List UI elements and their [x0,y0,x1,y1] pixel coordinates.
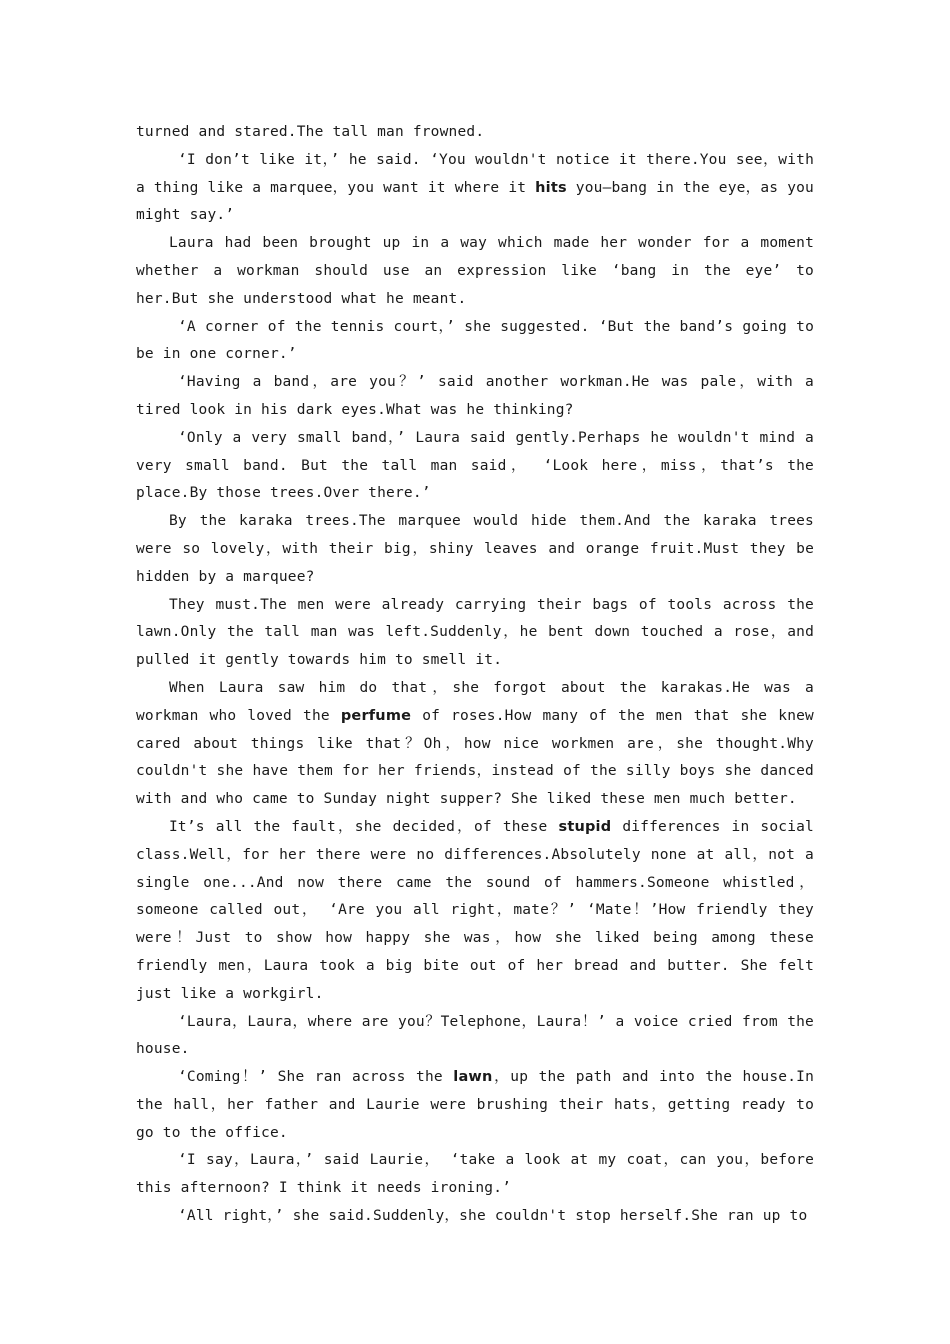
paragraph [136,230,814,313]
text-segment: differences in social class.Well，for her there were no differences.Absolutely none at all，not a single one...And now there came the sound of hammers.Someone whistled，someone called out， ‘Are you all right，mate？’ ‘Mate！’How friendly they were！Just to show how happy she was，how she liked being among these friendly men，Laura took a big bite out of her bread and butter. She felt just like a workgirl. [136,818,814,1002]
text-segment: When Laura saw him do that，she forgot about the karakas.He was a workman who loved the [136,679,814,724]
text-segment: ‘Coming！’ She ran across the [178,1069,454,1086]
paragraph [136,1009,814,1065]
highlighted-word: hits [535,179,567,196]
paragraph [136,1147,814,1203]
text-segment: turned and stared.The tall man frowned. [136,124,485,140]
text-segment: ‘All right，’ she said.Suddenly，she couldn't stop herself.She ran up to [178,1208,808,1225]
paragraph [136,147,814,230]
paragraph [136,119,814,147]
paragraph [136,814,814,1009]
text-segment: ‘Having a band，are you？’ said another workman.He was pale，with a tired look in his dark eyes.What was he thinking? [136,374,814,418]
paragraph [136,508,814,591]
text-segment: ‘Only a very small band，’ Laura said gently.Perhaps he wouldn't mind a very small band. But the tall man said， ‘Look here，miss，that’s the place.By those trees.Over there.’ [136,429,814,502]
text-segment: ，up the path and into the house.In the hall，her father and Laurie were brushing their hats，getting ready to go to the office. [136,1069,814,1141]
text-segment: ‘I don’t like it，’ he said. ‘You wouldn't notice it there.You see，with a thing like a marquee，you want it where it [136,151,814,196]
text-segment: By the karaka trees.The marquee would hide them.And the karaka trees were so lovely，with their big，shiny leaves and orange fruit.Must they be hidden by a marquee? [136,513,814,585]
paragraph [136,592,814,675]
text-segment: They must.The men were already carrying their bags of tools across the lawn.Only the tall man was left.Suddenly，he bent down touched a rose，and pulled it gently towards him to smell it. [136,596,814,669]
text-segment: you—bang in the eye，as you might say.’ [136,179,814,224]
text-segment: ‘I say，Laura，’ said Laurie， ‘take a look at my coat，can you，before this afternoon? I think it needs ironing.’ [136,1152,814,1197]
highlighted-word: perfume [340,707,412,724]
paragraph [136,1064,814,1147]
paragraph [136,369,814,425]
text-segment: of roses.How many of the men that she knew cared about things like that？Oh，how nice workmen are，she thought.Why couldn't she have them for her friends，instead of the silly boys she danced with and who came to Sunday night supper? She liked these men much better. [136,707,814,808]
paragraph [136,314,814,370]
text-segment: ‘A corner of the tennis court，’ she suggested. ‘But the band’s going to be in one corner.’ [136,318,814,363]
paragraph [136,1203,814,1231]
paragraph [136,675,814,814]
highlighted-word: stupid [558,818,612,835]
document-page [136,119,814,1231]
text-segment: Laura had been brought up in a way which made her wonder for a moment whether a workman should use an expression like ‘bang in the eye’ to her.But she understood what he meant. [136,235,814,307]
highlighted-word: lawn [453,1069,493,1086]
paragraph [136,425,814,508]
text-segment: ‘Laura，Laura，where are you？Telephone，Laura！’ a voice cried from the house. [136,1013,814,1058]
text-segment: It’s all the fault，she decided，of these [169,818,559,835]
